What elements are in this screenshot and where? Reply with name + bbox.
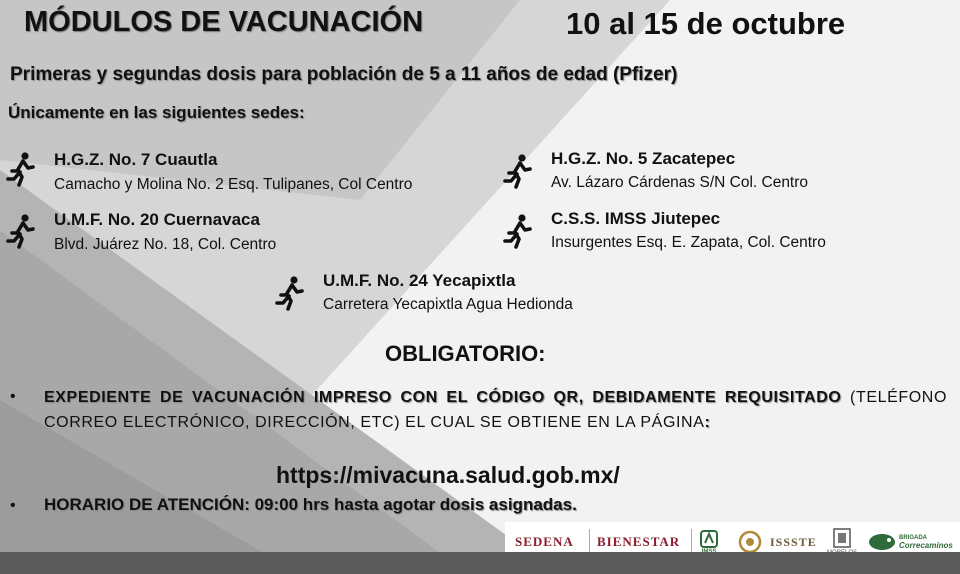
site-name: H.G.Z. No. 7 Cuautla <box>54 150 218 169</box>
site-name: U.M.F. No. 20 Cuernavaca <box>54 210 260 229</box>
running-person-icon <box>503 214 533 250</box>
correcaminos-label: Correcaminos <box>899 540 953 550</box>
requirements-heading: OBLIGATORIO: <box>385 341 546 366</box>
vaccine-url-link[interactable]: https://mivacuna.salud.gob.mx/ <box>276 462 620 488</box>
running-person-icon <box>6 214 36 250</box>
imss-emblem-icon <box>699 529 719 549</box>
site-name: U.M.F. No. 24 Yecapixtla <box>323 271 516 290</box>
morelos-shield-icon <box>833 528 851 550</box>
site-address: Insurgentes Esq. E. Zapata, Col. Centro <box>551 234 826 251</box>
date-range: 10 al 15 de octubre <box>566 6 846 41</box>
page-title: MÓDULOS DE VACUNACIÓN <box>24 6 424 38</box>
site-address: Blvd. Juárez No. 18, Col. Centro <box>54 236 277 253</box>
issste-label: ISSSTE <box>770 534 817 549</box>
running-person-icon <box>275 276 305 312</box>
site-name: C.S.S. IMSS Jiutepec <box>551 209 721 228</box>
requirement-record-colon: : <box>704 414 711 431</box>
requirement-hours: HORARIO DE ATENCIÓN: 09:00 hrs hasta agotar dosis asignadas. <box>44 495 577 514</box>
sites-intro: Únicamente en las siguientes sedes: <box>8 103 305 122</box>
running-person-icon <box>6 152 36 188</box>
site-address: Av. Lázaro Cárdenas S/N Col. Centro <box>551 174 809 191</box>
requirement-record-bold: EXPEDIENTE DE VACUNACIÓN IMPRESO CON EL CÓDIGO QR, DEBIDAMENTE REQUISITADO <box>44 389 842 406</box>
site-name: H.G.Z. No. 5 Zacatepec <box>551 149 736 168</box>
sedena-label: SEDENA <box>515 534 574 549</box>
bienestar-label: BIENESTAR <box>597 534 681 549</box>
site-address: Camacho y Molina No. 2 Esq. Tulipanes, Col Centro <box>54 176 413 193</box>
bullet-icon: • <box>10 388 16 405</box>
requirement-record <box>44 385 947 435</box>
subtitle: Primeras y segundas dosis para población de 5 a 11 años de edad (Pfizer) <box>10 64 678 85</box>
site-address: Carretera Yecapixtla Agua Hedionda <box>323 296 573 313</box>
running-person-icon <box>503 154 533 190</box>
bullet-icon: • <box>10 497 16 514</box>
brigada-bird-icon <box>867 531 897 553</box>
bottom-bar <box>0 552 960 574</box>
brigada-label: BRIGADA <box>899 534 927 541</box>
requirement-record-detail: (TELÉFONO CORREO ELECTRÓNICO, DIRECCIÓN, ETC) EL CUAL SE OBTIENE EN LA PÁGINA <box>44 389 947 431</box>
